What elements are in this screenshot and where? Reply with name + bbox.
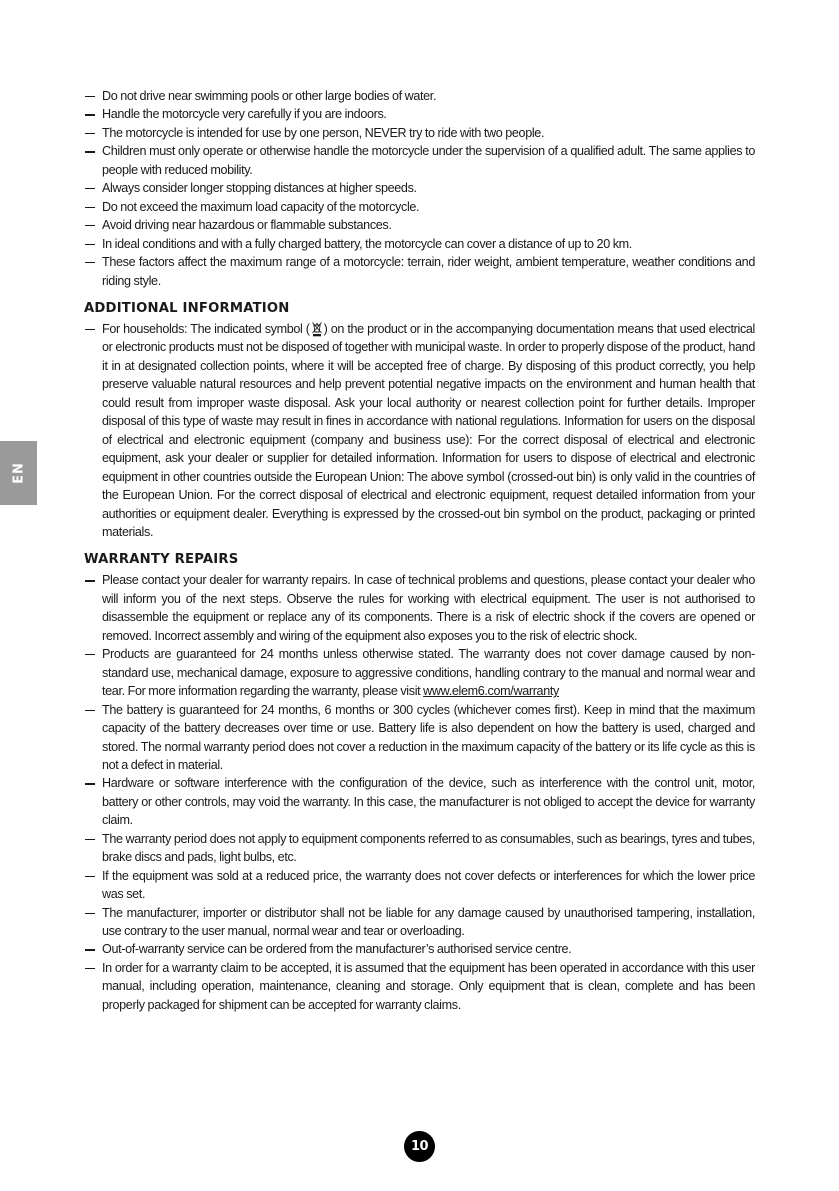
- list-item: In order for a warranty claim to be accepted, it is assumed that the equipment has been operated in accordance with this user manual, including operation, maintenance, cleaning and storage. Only equipment that is clean, complete and has been properly packaged for shipment can be accepted for warranty claims.: [102, 960, 755, 1012]
- safety-list: [84, 87, 755, 290]
- language-tab: [0, 441, 37, 505]
- list-item: For households: The indicated symbol ( ) on the product or in the accompanying documentation means that used electrical or electronic products must not be disposed of together with municipal waste. In order to properly dispose of the product, hand it in at designated collection points, where it will be accepted free of charge. By disposing of this product correctly, you help preserve valuable natural resources and help prevent potential negative impacts on the environment and human health that could result from improper waste disposal. Ask your local authority or nearest collection point for further details. Improper disposal of this type of waste may result in fines in accordance with national regulations. Information for users on the disposal of electrical and electronic equipment (company and business use): For the correct disposal of electrical and electronic equipment, ask your dealer or supplier for detailed information. Information for users to dispose of electrical and electronic equipment in other countries outside the European Union: The above symbol (crossed-out bin) is only valid in the countries of the European Union. For the correct disposal of electrical and electronic equipment, request detailed information from your authorities or equipment dealer. Everything is expressed by the crossed-out bin symbol on the product, packaging or printed materials.: [102, 321, 755, 539]
- list-item: If the equipment was sold at a reduced price, the warranty does not cover defects or interferences for which the lower price was set.: [102, 868, 755, 902]
- list-item: Do not drive near swimming pools or other large bodies of water.: [102, 89, 437, 103]
- list-item: Products are guaranteed for 24 months unless otherwise stated. The warranty does not cover damage caused by non-standard use, mechanical damage, exposure to aggressive conditions, handling contrary to the manual and normal wear and tear. For more information regarding the warranty, please visit www.elem6.com/warranty: [102, 647, 755, 699]
- list-item: Hardware or software interference with the configuration of the device, such as interference with the control unit, motor, battery or other controls, may void the warranty. In this case, the manufacturer is not obliged to accept the device for warranty claim.: [102, 776, 755, 828]
- list-item: The warranty period does not apply to equipment components referred to as consumables, such as bearings, tyres and tubes, brake discs and pads, light bulbs, etc.: [102, 831, 756, 865]
- list-item: Please contact your dealer for warranty repairs. In case of technical problems and questions, please contact your dealer who will inform you of the next steps. Observe the rules for working with electrical equipment. The user is not authorised to disassemble the equipment or replace any of its components. There is a risk of electric shock if the covers are opened or removed. Incorrect assembly and wiring of the equipment also exposes you to the risk of electric shock.: [102, 573, 755, 643]
- list-item: In ideal conditions and with a fully charged battery, the motorcycle can cover a distance of up to 20 km.: [102, 236, 632, 251]
- warranty-repairs-heading: WARRANTY REPAIRS: [84, 552, 239, 568]
- warranty-list: [84, 571, 755, 1014]
- list-item: These factors affect the maximum range of a motorcycle: terrain, rider weight, ambient temperature, weather conditions and riding style.: [102, 255, 755, 288]
- list-item: Out-of-warranty service can be ordered from the manufacturer’s authorised service centre.: [102, 942, 572, 957]
- list-item: The motorcycle is intended for use by one person, NEVER try to ride with two people.: [102, 125, 545, 140]
- list-item: The battery is guaranteed for 24 months, 6 months or 300 cycles (whichever comes first). Keep in mind that the maximum capacity of the battery decreases over time or use. Battery life is also dependent on how the battery is used, charged and stored. The normal warranty period does not cover a reduction in the maximum capacity of the battery or its life cycle as this is not a defect in material.: [102, 702, 755, 772]
- crossed-out-bin-icon: [310, 321, 324, 337]
- list-item: Handle the motorcycle very carefully if you are indoors.: [102, 107, 387, 122]
- language-tab-label: EN: [11, 462, 26, 484]
- page-number: 10: [404, 1131, 435, 1162]
- list-item: Do not exceed the maximum load capacity of the motorcycle.: [102, 199, 420, 214]
- list-item: Children must only operate or otherwise handle the motorcycle under the supervision of a qualified adult. The same applies to people with reduced mobility.: [102, 144, 755, 177]
- list-item: Avoid driving near hazardous or flammable substances.: [102, 218, 392, 233]
- list-item: The manufacturer, importer or distributor shall not be liable for any damage caused by unauthorised tampering, installation, use contrary to the user manual, normal wear and tear or overloading.: [102, 905, 755, 939]
- additional-information-heading: ADDITIONAL INFORMATION: [84, 300, 290, 316]
- list-item: Always consider longer stopping distances at higher speeds.: [102, 181, 417, 196]
- warranty-link[interactable]: www.elem6.com/warranty: [423, 684, 559, 699]
- page-content: [84, 87, 755, 1014]
